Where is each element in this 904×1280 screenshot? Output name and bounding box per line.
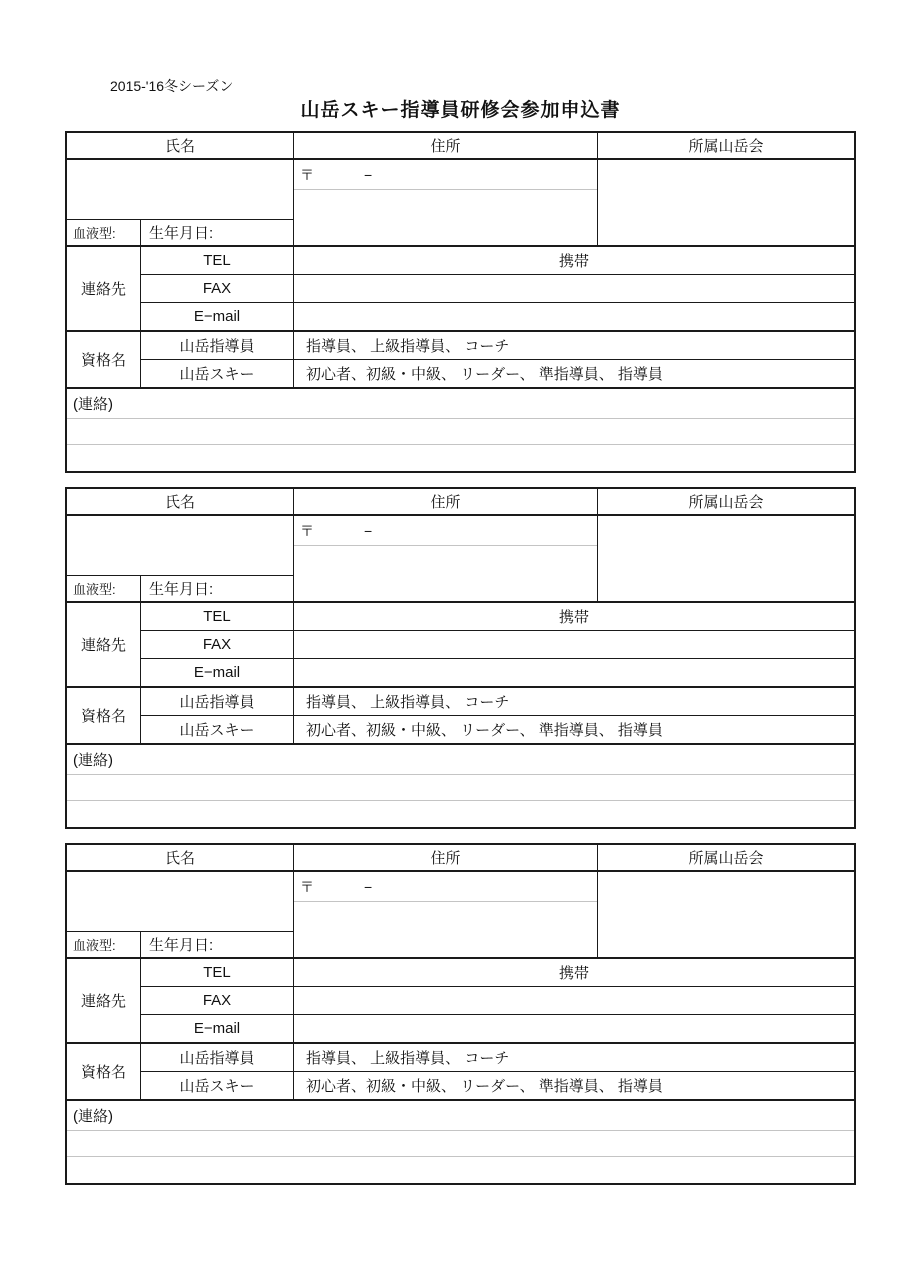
mountain-instructor-options: 指導員、 上級指導員、 コーチ xyxy=(294,332,854,360)
email-input-cell xyxy=(294,659,854,688)
tel-label: TEL xyxy=(141,603,294,631)
tel-input-cell xyxy=(294,603,854,631)
fax-input-cell xyxy=(294,275,854,303)
header-cell-club: 所属山岳会 xyxy=(598,489,854,516)
application-form-table xyxy=(65,843,856,1185)
contact-group-label: 連絡先 xyxy=(67,959,141,1044)
club-input-cell xyxy=(598,872,854,959)
postal-separator: − xyxy=(364,166,373,183)
address-input-cell xyxy=(294,160,598,247)
season-label: 2015-'16冬シーズン xyxy=(110,78,234,94)
mobile-label: 携帯 xyxy=(558,609,589,626)
mountain-instructor-options: 指導員、 上級指導員、 コーチ xyxy=(294,688,854,716)
blood-type-label: 血液型: xyxy=(67,220,141,247)
postal-separator: − xyxy=(364,878,373,895)
blood-type-label: 血液型: xyxy=(67,932,141,959)
header-cell-address: 住所 xyxy=(294,845,598,872)
mountain-ski-options: 初心者、初級・中級、 リーダー、 準指導員、 指導員 xyxy=(294,716,854,745)
page-title: 山岳スキー指導員研修会参加申込書 xyxy=(300,100,621,121)
mountain-instructor-label: 山岳指導員 xyxy=(141,1044,294,1072)
mountain-instructor-label: 山岳指導員 xyxy=(141,688,294,716)
application-form-table xyxy=(65,131,856,473)
remarks-blank-row xyxy=(67,801,854,827)
remarks-blank-row xyxy=(67,1157,854,1183)
club-input-cell xyxy=(598,160,854,247)
name-input-cell xyxy=(67,516,294,576)
birth-date-label: 生年月日: xyxy=(141,576,294,603)
fax-input-cell xyxy=(294,631,854,659)
qualification-group-label: 資格名 xyxy=(67,332,141,389)
mountain-ski-label: 山岳スキー xyxy=(141,716,294,745)
postal-mark: 〒 xyxy=(300,878,314,895)
name-input-cell xyxy=(67,160,294,220)
remarks-label-row: (連絡) xyxy=(67,745,854,775)
email-input-cell xyxy=(294,1015,854,1044)
mobile-label: 携帯 xyxy=(558,965,589,982)
birth-date-label: 生年月日: xyxy=(141,220,294,247)
postal-mark: 〒 xyxy=(300,522,314,539)
postal-code-row xyxy=(294,160,597,190)
address-input-cell xyxy=(294,516,598,603)
remarks-label-row: (連絡) xyxy=(67,389,854,419)
contact-group-label: 連絡先 xyxy=(67,247,141,332)
fax-label: FAX xyxy=(141,631,294,659)
tel-label: TEL xyxy=(141,959,294,987)
application-form-table xyxy=(65,487,856,829)
mountain-ski-options: 初心者、初級・中級、 リーダー、 準指導員、 指導員 xyxy=(294,1072,854,1101)
email-label: E−mail xyxy=(141,659,294,688)
form-blocks-container xyxy=(65,131,856,1185)
mountain-instructor-label: 山岳指導員 xyxy=(141,332,294,360)
tel-input-cell xyxy=(294,959,854,987)
email-label: E−mail xyxy=(141,1015,294,1044)
name-input-cell xyxy=(67,872,294,932)
email-label: E−mail xyxy=(141,303,294,332)
mountain-ski-label: 山岳スキー xyxy=(141,360,294,389)
header-cell-club: 所属山岳会 xyxy=(598,845,854,872)
contact-group-label: 連絡先 xyxy=(67,603,141,688)
remarks-label-row: (連絡) xyxy=(67,1101,854,1131)
qualification-group-label: 資格名 xyxy=(67,1044,141,1101)
email-input-cell xyxy=(294,303,854,332)
header-cell-address: 住所 xyxy=(294,489,598,516)
header-cell-club: 所属山岳会 xyxy=(598,133,854,160)
blood-type-label: 血液型: xyxy=(67,576,141,603)
remarks-blank-row xyxy=(67,419,854,445)
tel-label: TEL xyxy=(141,247,294,275)
postal-code-row xyxy=(294,516,597,546)
header-cell-name: 氏名 xyxy=(67,845,294,872)
birth-date-label: 生年月日: xyxy=(141,932,294,959)
mountain-ski-options: 初心者、初級・中級、 リーダー、 準指導員、 指導員 xyxy=(294,360,854,389)
remarks-blank-row xyxy=(67,1131,854,1157)
mountain-ski-label: 山岳スキー xyxy=(141,1072,294,1101)
postal-mark: 〒 xyxy=(300,166,314,183)
postal-separator: − xyxy=(364,522,373,539)
header-cell-address: 住所 xyxy=(294,133,598,160)
mobile-label: 携帯 xyxy=(558,253,589,270)
postal-code-row xyxy=(294,872,597,902)
tel-input-cell xyxy=(294,247,854,275)
fax-label: FAX xyxy=(141,987,294,1015)
club-input-cell xyxy=(598,516,854,603)
header-cell-name: 氏名 xyxy=(67,489,294,516)
qualification-group-label: 資格名 xyxy=(67,688,141,745)
fax-label: FAX xyxy=(141,275,294,303)
remarks-blank-row xyxy=(67,775,854,801)
address-input-cell xyxy=(294,872,598,959)
mountain-instructor-options: 指導員、 上級指導員、 コーチ xyxy=(294,1044,854,1072)
header-cell-name: 氏名 xyxy=(67,133,294,160)
remarks-blank-row xyxy=(67,445,854,471)
fax-input-cell xyxy=(294,987,854,1015)
